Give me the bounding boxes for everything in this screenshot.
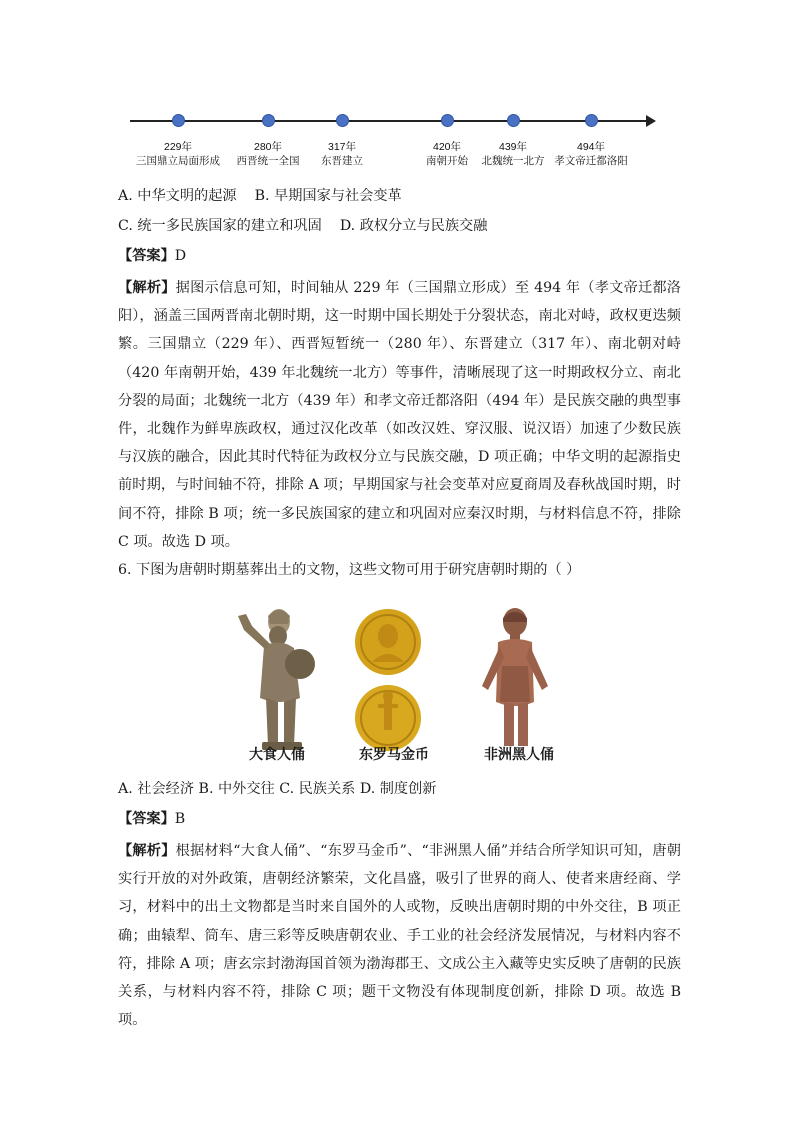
option-d: D. 政权分立与民族交融 [339, 218, 488, 234]
timeline-year: 317年 [327, 141, 357, 153]
timeline-dot [336, 114, 349, 127]
timeline-dot [441, 114, 454, 127]
option-row-cd [118, 216, 487, 236]
timeline-event: 南朝开始 [426, 155, 468, 167]
timeline [130, 108, 660, 168]
timeline-event: 北魏统一北方 [481, 155, 545, 167]
timeline-year: 280年 [253, 141, 283, 153]
answer-line [118, 246, 186, 266]
timeline-year: 494年 [576, 141, 606, 153]
answer-line [118, 809, 185, 829]
answer-label: 【答案】 [118, 811, 175, 827]
timeline-dot [172, 114, 185, 127]
analysis-paragraph [118, 837, 681, 1034]
figure-caption: 非洲黑人俑 [484, 746, 554, 762]
timeline-event: 孝文帝迁都洛阳 [554, 155, 628, 167]
timeline-year: 439年 [498, 141, 528, 153]
answer-value: B [174, 811, 186, 827]
timeline-dot [585, 114, 598, 127]
timeline-event: 西晋统一全国 [236, 155, 300, 167]
african-figurine-image [470, 596, 560, 766]
arab-figurine-image [226, 596, 316, 766]
timeline-event: 东晋建立 [321, 155, 363, 167]
analysis-paragraph [118, 274, 681, 556]
timeline-axis [130, 120, 648, 122]
analysis-label: 【解析】 [118, 843, 176, 859]
option-b: B. 早期国家与社会变革 [254, 188, 402, 204]
answer-value: D [174, 248, 187, 264]
timeline-event: 三国鼎立局面形成 [136, 155, 220, 167]
analysis-text: 根据材料“大食人俑”、“东罗马金币”、“非洲黑人俑”并结合所学知识可知，唐朝实行开放的对外政策，唐朝经济繁荣，文化昌盛，吸引了世界的商人、使者来唐经商、学习，材料中的出土文物都是当时来自国外的人或物，反映出唐朝时期的中外交往，B 项正确；曲辕犁、筒车、唐三彩等反映唐朝农业、手工业的社会经济发展情况，与材料内容不符，排除 A 项；唐玄宗封渤海国首领为渤海郡王、文成公主入藏等史实反映了唐朝的民族关系，与材料内容不符，排除 C 项；题干文物没有体现制度创新，排除 D 项。故选 B 项。 [118, 843, 681, 1029]
timeline-arrow-icon [646, 115, 656, 127]
timeline-dot [507, 114, 520, 127]
figure-caption: 东罗马金币 [359, 746, 429, 762]
option-c: C. 统一多民族国家的建立和巩固 [118, 218, 322, 234]
gold-coin-image [348, 596, 428, 766]
analysis-label: 【解析】 [118, 280, 176, 296]
timeline-year: 420年 [432, 141, 462, 153]
analysis-text: 据图示信息可知，时间轴从 229 年（三国鼎立形成）至 494 年（孝文帝迁都洛阳），涵盖三国两晋南北朝时期，这一时期中国长期处于分裂状态，南北对峙，政权更迭频繁。三国鼎立（229 年）、西晋短暂统一（280 年）、东晋建立（317 年）、南北朝对峙（420 年南朝开始，439 年北魏统一北方）等事件，清晰展现了这一时期政权分立、南北分裂的局面；北魏统一北方（439 年）和孝文帝迁都洛阳（494 年）是民族交融的典型事件，北魏作为鲜卑族政权，通过汉化改革（如改汉姓、穿汉服、说汉语）加速了少数民族与汉族的融合，因此其时代特征为政权分立与民族交融，D 项正确；中华文明的起源指史前时期，与时间轴不符，排除 A 项；早期国家与社会变革对应夏商周及春秋战国时期，时间不符，排除 B 项；统一多民族国家的建立和巩固对应秦汉时期，与材料信息不符，排除 C 项。故选 D 项。 [118, 280, 681, 550]
option-a: A. 中华文明的起源 [118, 188, 237, 204]
question-options: A. 社会经济 B. 中外交往 C. 民族关系 D. 制度创新 [118, 781, 437, 797]
question-stem: 6. 下图为唐朝时期墓葬出土的文物，这些文物可用于研究唐朝时期的（ ） [118, 562, 581, 578]
figure-caption: 大食人俑 [249, 746, 305, 762]
timeline-year: 229年 [163, 141, 193, 153]
timeline-dot [262, 114, 275, 127]
answer-label: 【答案】 [118, 248, 175, 264]
option-row-ab [118, 186, 402, 206]
